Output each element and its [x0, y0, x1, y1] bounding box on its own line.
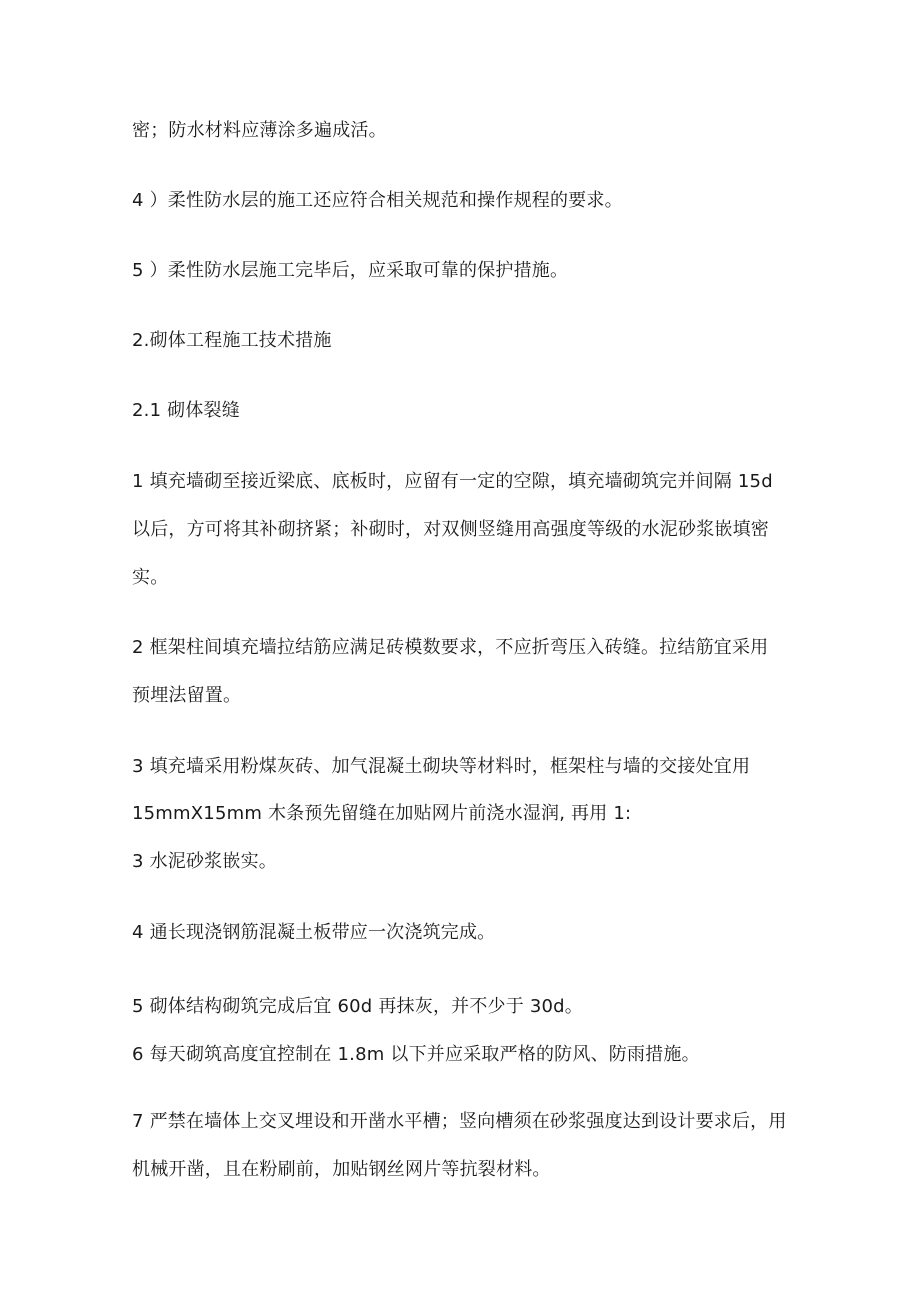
paragraph-7-line: 机械开凿，且在粉刷前，加贴钢丝网片等抗裂材料。: [132, 1159, 551, 1180]
text-line: 密；防水材料应薄涂多遍成活。: [132, 120, 387, 141]
paragraph-5-line: 5 砌体结构砌筑完成后宜 60d 再抹灰，并不少于 30d。: [132, 996, 583, 1017]
paragraph-4-line: 4 通长现浇钢筋混凝土板带应一次浇筑完成。: [132, 922, 496, 943]
paragraph-6-line: 6 每天砌筑高度宜控制在 1.8m 以下并应采取严格的防风、防雨措施。: [132, 1044, 700, 1065]
paragraph-1-line: 1 填充墙砌至接近梁底、底板时，应留有一定的空隙，填充墙砌筑完并间隔 15d: [132, 471, 773, 492]
subsection-heading: 2.1 砌体裂缝: [132, 400, 240, 421]
paragraph-2-line: 2 框架柱间填充墙拉结筋应满足砖模数要求，不应折弯压入砖缝。拉结筋宜采用: [132, 637, 769, 658]
paragraph-3-line: 3 填充墙采用粉煤灰砖、加气混凝土砌块等材料时，框架柱与墙的交接处宜用: [132, 756, 751, 777]
section-heading: 2.砌体工程施工技术措施: [132, 330, 332, 351]
list-item-4: 4 ）柔性防水层的施工还应符合相关规范和操作规程的要求。: [132, 190, 623, 211]
paragraph-3-line: 3 水泥砂浆嵌实。: [132, 851, 277, 872]
paragraph-7-line: 7 严禁在墙体上交叉埋设和开凿水平槽；竖向槽须在砂浆强度达到设计要求后，用: [132, 1111, 787, 1132]
paragraph-1-line: 实。: [132, 567, 169, 588]
list-item-5: 5 ）柔性防水层施工完毕后，应采取可靠的保护措施。: [132, 260, 569, 281]
paragraph-2-line: 预埋法留置。: [132, 685, 242, 706]
paragraph-1-line: 以后，方可将其补砌挤紧；补砌时，对双侧竖缝用高强度等级的水泥砂浆嵌填密: [132, 519, 769, 540]
paragraph-3-line: 15mmX15mm 木条预先留缝在加贴网片前浇水湿润, 再用 1:: [132, 803, 632, 824]
